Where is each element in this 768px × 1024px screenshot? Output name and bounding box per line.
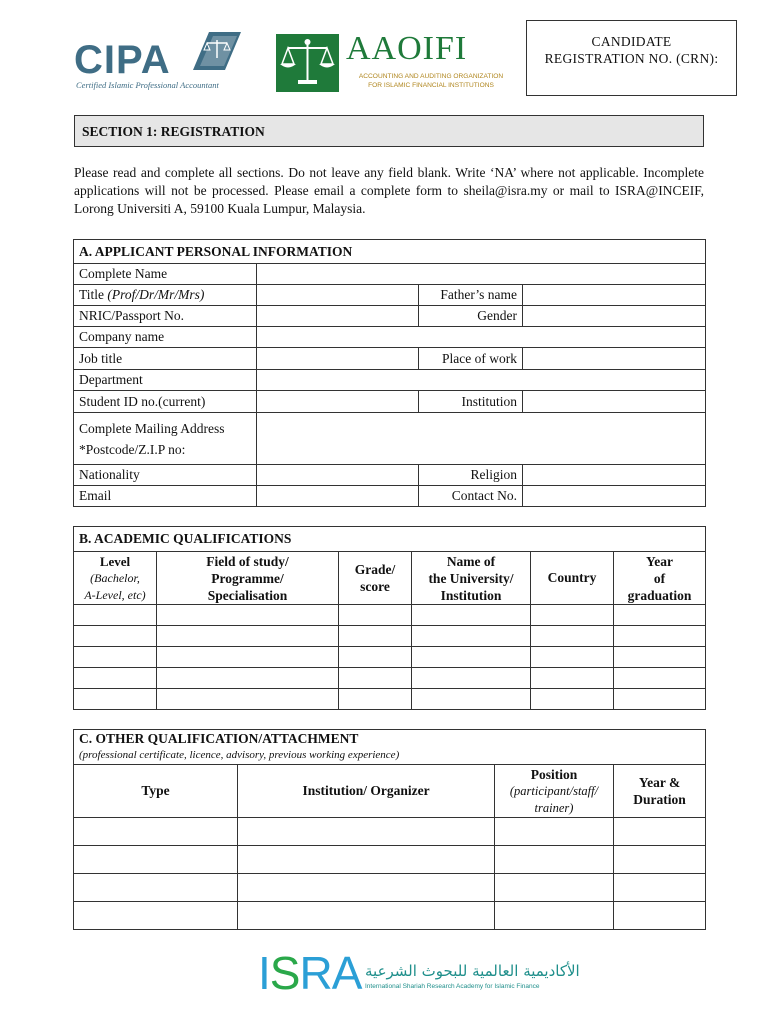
section-a-table: [73, 239, 706, 507]
col-university-line1: Name of: [446, 553, 496, 569]
institution-label: Institution: [419, 391, 523, 413]
table-cell[interactable]: [74, 689, 157, 710]
fathers-name-field[interactable]: [523, 285, 706, 306]
col-field-line3: Specialisation: [207, 587, 288, 603]
nric-field[interactable]: [257, 306, 419, 327]
table-cell[interactable]: [614, 818, 706, 846]
section-title: SECTION 1: REGISTRATION: [74, 115, 704, 147]
section-c-subtitle: (professional certificate, licence, advisory, previous working experience): [79, 749, 400, 761]
table-cell[interactable]: [614, 874, 706, 902]
fathers-name-label: Father’s name: [419, 285, 523, 306]
col-institution-header: Institution/ Organizer: [238, 765, 495, 818]
table-cell[interactable]: [238, 818, 495, 846]
table-cell[interactable]: [495, 874, 614, 902]
intro-paragraph: Please read and complete all sections. Do not leave any field blank. Write ‘NA’ where not applicable. Incomplete applications will not be processed. Please email a complete form to sheila@isra.my or mail to ISRA@INCEIF, Lorong Universiti A, 59100 Kuala Lumpur, Malaysia.: [74, 165, 704, 216]
table-row: [74, 626, 706, 647]
title-label: Title: [79, 287, 108, 302]
table-cell[interactable]: [412, 647, 531, 668]
table-cell[interactable]: [74, 874, 238, 902]
complete-name-label: Complete Name: [74, 264, 257, 285]
table-cell[interactable]: [614, 626, 706, 647]
table-cell[interactable]: [412, 689, 531, 710]
col-level-hint1: (Bachelor,: [90, 570, 140, 585]
table-cell[interactable]: [74, 902, 238, 930]
crn-box[interactable]: [526, 20, 737, 96]
crn-label-line2: REGISTRATION NO. (CRN):: [544, 51, 719, 66]
table-cell[interactable]: [238, 846, 495, 874]
col-grade-header: [339, 552, 412, 605]
complete-name-field[interactable]: [257, 264, 706, 285]
table-cell[interactable]: [531, 668, 614, 689]
table-cell[interactable]: [495, 846, 614, 874]
isra-logo: [258, 947, 580, 999]
cipa-wordmark: CIPA: [74, 38, 171, 82]
nationality-label: Nationality: [74, 465, 257, 486]
table-row: [74, 689, 706, 710]
aaoifi-wordmark: AAOIFI: [346, 30, 468, 67]
address-label: Complete Mailing Address: [79, 420, 225, 436]
table-row: [74, 605, 706, 626]
email-field[interactable]: [257, 486, 419, 507]
table-cell[interactable]: [531, 605, 614, 626]
table-cell[interactable]: [495, 818, 614, 846]
table-cell[interactable]: [614, 647, 706, 668]
col-country-header: Country: [531, 552, 614, 605]
department-label: Department: [74, 370, 257, 391]
isra-tagline: International Shariah Research Academy for Islamic Finance: [365, 983, 540, 990]
table-cell[interactable]: [614, 846, 706, 874]
col-year-line1: Year: [646, 553, 673, 569]
table-cell[interactable]: [531, 626, 614, 647]
place-of-work-label: Place of work: [419, 348, 523, 370]
table-cell[interactable]: [339, 605, 412, 626]
table-cell[interactable]: [531, 689, 614, 710]
section-c-header: [74, 730, 706, 765]
col-position-label: Position: [530, 766, 578, 782]
col-field-header: [157, 552, 339, 605]
cipa-scales-emblem-icon: [191, 30, 243, 72]
col-grade-line2: score: [360, 579, 390, 594]
section-a-title: A. APPLICANT PERSONAL INFORMATION: [74, 240, 706, 264]
col-year-duration-line2: Duration: [633, 792, 686, 807]
section-b-title: B. ACADEMIC QUALIFICATIONS: [74, 527, 706, 552]
religion-label: Religion: [419, 465, 523, 486]
place-of-work-field[interactable]: [523, 348, 706, 370]
company-field[interactable]: [257, 327, 706, 348]
aaoifi-logo: [276, 30, 506, 96]
postcode-label: *Postcode/Z.I.P no:: [79, 441, 186, 457]
col-field-line1: Field of study/: [206, 553, 289, 569]
religion-field[interactable]: [523, 465, 706, 486]
table-cell[interactable]: [412, 626, 531, 647]
table-cell[interactable]: [157, 626, 339, 647]
col-field-line2: Programme/: [211, 570, 284, 586]
table-row: [74, 818, 706, 846]
job-title-field[interactable]: [257, 348, 419, 370]
table-cell[interactable]: [74, 647, 157, 668]
table-row: [74, 902, 706, 930]
table-cell[interactable]: [339, 689, 412, 710]
table-cell[interactable]: [74, 668, 157, 689]
table-row: [74, 874, 706, 902]
table-cell[interactable]: [339, 647, 412, 668]
title-options: (Prof/Dr/Mr/Mrs): [107, 287, 205, 302]
isra-letter-r: R: [299, 947, 332, 999]
email-label: Email: [74, 486, 257, 507]
table-cell[interactable]: [614, 605, 706, 626]
company-label: Company name: [74, 327, 257, 348]
col-year-duration-header: [614, 765, 706, 818]
nationality-field[interactable]: [257, 465, 419, 486]
table-cell[interactable]: [531, 647, 614, 668]
col-year-line2: of: [653, 570, 666, 586]
col-university-line2: the University/: [428, 570, 514, 586]
table-row: [74, 846, 706, 874]
table-cell[interactable]: [74, 818, 238, 846]
col-year-duration-line1: Year &: [638, 775, 681, 790]
isra-wordmark: [258, 946, 361, 1000]
title-label-cell: [74, 285, 257, 306]
col-university-line3: Institution: [440, 587, 502, 603]
table-cell[interactable]: [412, 605, 531, 626]
table-cell[interactable]: [614, 689, 706, 710]
job-title-label: Job title: [74, 348, 257, 370]
table-cell[interactable]: [74, 626, 157, 647]
table-cell[interactable]: [74, 846, 238, 874]
table-cell[interactable]: [412, 668, 531, 689]
table-row: [74, 647, 706, 668]
col-level-header: [74, 552, 157, 605]
col-position-hint1: (participant/staff/: [509, 783, 599, 798]
table-cell[interactable]: [614, 902, 706, 930]
nric-label: NRIC/Passport No.: [74, 306, 257, 327]
department-field[interactable]: [257, 370, 706, 391]
aaoifi-tagline-line2: FOR ISLAMIC FINANCIAL INSTITUTIONS: [368, 82, 494, 89]
col-type-header: Type: [74, 765, 238, 818]
contact-field[interactable]: [523, 486, 706, 507]
student-id-field[interactable]: [257, 391, 419, 413]
address-label-cell: [74, 413, 257, 465]
col-level-hint2: A-Level, etc): [84, 587, 146, 602]
gender-field[interactable]: [523, 306, 706, 327]
section-b-table: [73, 526, 706, 710]
address-field[interactable]: [257, 413, 706, 465]
section-c-title: C. OTHER QUALIFICATION/ATTACHMENT: [79, 731, 359, 746]
aaoifi-tagline-line1: ACCOUNTING AND AUDITING ORGANIZATION: [358, 73, 504, 80]
col-year-line3: graduation: [627, 587, 692, 603]
col-level-label: Level: [99, 553, 131, 569]
aaoifi-tagline: [346, 72, 516, 90]
title-field[interactable]: [257, 285, 419, 306]
cipa-tagline: Certified Islamic Professional Accountant: [76, 80, 219, 90]
col-year-header: [614, 552, 706, 605]
table-cell[interactable]: [157, 689, 339, 710]
table-cell[interactable]: [495, 902, 614, 930]
table-cell[interactable]: [238, 902, 495, 930]
isra-arabic-name: الأكاديمية العالمية للبحوث الشرعية: [365, 962, 580, 980]
table-cell[interactable]: [238, 874, 495, 902]
aaoifi-scales-icon: [276, 34, 339, 92]
table-cell[interactable]: [157, 647, 339, 668]
table-cell[interactable]: [157, 668, 339, 689]
crn-label-line1: CANDIDATE: [591, 34, 672, 49]
table-cell[interactable]: [614, 668, 706, 689]
student-id-label: Student ID no.(current): [74, 391, 257, 413]
table-cell[interactable]: [157, 605, 339, 626]
col-grade-line1: Grade/: [354, 562, 396, 577]
col-position-hint2: trainer): [534, 800, 574, 815]
cipa-logo: [74, 30, 246, 96]
isra-letter-i: I: [258, 947, 270, 999]
table-row: [74, 668, 706, 689]
institution-field[interactable]: [523, 391, 706, 413]
isra-letter-a: A: [331, 947, 362, 999]
table-cell[interactable]: [74, 605, 157, 626]
col-position-header: [495, 765, 614, 818]
col-university-header: [412, 552, 531, 605]
isra-letter-s: S: [269, 947, 300, 999]
contact-label: Contact No.: [419, 486, 523, 507]
gender-label: Gender: [419, 306, 523, 327]
table-cell[interactable]: [339, 668, 412, 689]
table-cell[interactable]: [339, 626, 412, 647]
section-c-table: [73, 729, 706, 930]
